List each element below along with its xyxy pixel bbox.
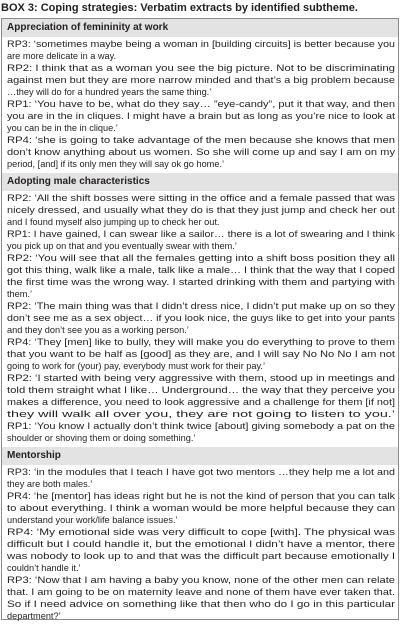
section-heading-mentorship: Mentorship [2, 447, 398, 465]
box-title: BOX 3: Coping strategies: Verbatim extracts by identified subtheme. [1, 2, 358, 14]
quote-line: the first time was the wrong way. I started drinking with them and partying with [7, 277, 395, 287]
quote-line: shoulder or shoving them or doing something.’ [7, 433, 196, 443]
quote-line: department?’ [7, 611, 61, 621]
quote-line: don’t see me as a sex object… if you look nice, the guys like to get into your pants [7, 313, 395, 323]
quote-line: understand your work/life balance issues.’ [7, 515, 178, 525]
quote-line: them.’ [7, 289, 33, 299]
quote-line: So if I need advice on something like that then who do I go in this particular [7, 599, 395, 609]
quote-line: RP2: ‘The main thing was that I didn’t dress nice, I didn’t put make up on so they [7, 301, 395, 311]
quote-line: don’t know anything about us women. So she will come up and say I am on my [7, 147, 395, 157]
quote-line: and I found myself also jumping up to check her out. [7, 217, 220, 227]
quote-line: to about everything. I think a woman would be more helpful because they can [7, 503, 395, 513]
quote-line: got this thing, walk like a male, talk like a male… I think that the way that I coped [7, 265, 395, 275]
quote-line: told them straight what I like… Underground… the way that they perceive you [7, 385, 395, 395]
quote-line: RP4: ‘she is going to take advantage of the men because she knows that men [7, 135, 396, 145]
quote-line: you can be in the in clique.’ [7, 123, 118, 133]
quote-line: RP2: I think that as a woman you see the big picture. Not to be discriminating [7, 63, 395, 73]
quote-line: period, [and] if its only men they will say ok go home.’ [7, 159, 225, 169]
section-heading-adopting-male: Adopting male characteristics [2, 173, 398, 191]
quote-line: RP4: ‘They [men] like to bully, they will make you do everything to prove to them [7, 337, 395, 347]
quote-line: couldn’t handle it.’ [7, 563, 81, 573]
quote-line: they will walk all over you, they are not going to listen to you.’ [7, 409, 395, 419]
quote-line: PR4: ‘he [mentor] has ideas right but he is not the kind of person that you can talk [7, 491, 395, 501]
quote-line: difficult but I could handle it, but the emotional I didn’t have a mentor, there [7, 539, 395, 549]
quote-line: RP3: ‘Now that I am having a baby you know, none of the other men can relate [7, 575, 395, 585]
quote-line: RP4: ‘My emotional side was very difficult to cope [with]. The physical was [7, 527, 395, 537]
quote-line: and they don’t see you as a working person.’ [7, 325, 189, 335]
quote-line: RP2: ‘You will see that all the females getting into a shift boss position they all [7, 253, 395, 263]
quote-line: RP3: ‘sometimes maybe being a woman in [building circuits] is better because you [7, 39, 395, 49]
quote-line: you are in the in cliques. I might have a brain but as long as you’re nice to look at [7, 111, 395, 121]
quote-line: was nobody to look up to and that was the difficult part because emotionally I [7, 551, 395, 561]
quote-line: they are both males.’ [7, 479, 93, 489]
quote-line: RP2: ‘All the shift bosses were sitting in the office and a female passed that was [7, 193, 395, 203]
quote-line: going to work for (your) pay, everybody must work for their pay.’ [7, 361, 266, 371]
quote-line: that you want to be half as [good] as they are, and I will say No No No I am not [7, 349, 395, 359]
quote-line: RP3: ‘in the modules that I teach I have got two mentors …they help me a lot and [7, 467, 395, 477]
quote-line: you pick up on that and you eventually swear with them.’ [7, 241, 237, 251]
section-heading-appreciation: Appreciation of femininity at work [2, 19, 398, 37]
quote-line: RP1: ‘You have to be, what do they say… ”eye-candy”, put it that way, and then [7, 99, 395, 109]
quote-line: RP1: I have gained, I can swear like a sailor… there is a lot of swearing and I think [7, 229, 395, 239]
quote-line: makes a difference, you need to look aggressive and a challenge for them [if not] [7, 397, 395, 407]
quote-line: nicely dressed, and usually what they do is that they just jump and check her out [7, 205, 395, 215]
quote-line: RP2: ‘I started with being very aggressive with them, stood up in meetings and [7, 373, 396, 383]
quotes-box [1, 18, 399, 620]
quote-line: …they will do for a hundred years the same thing.’ [7, 87, 212, 97]
quote-line: RP1: ‘You know I actually don’t think twice [about] giving somebody a pat on the [7, 421, 395, 431]
quote-line: that. I am going to be on maternity leave and none of them have ever taken that. [7, 587, 395, 597]
quote-line: against men but they are more narrow minded and that’s a big problem because [7, 75, 395, 85]
quote-line: are more delicate in a way. [7, 51, 117, 61]
